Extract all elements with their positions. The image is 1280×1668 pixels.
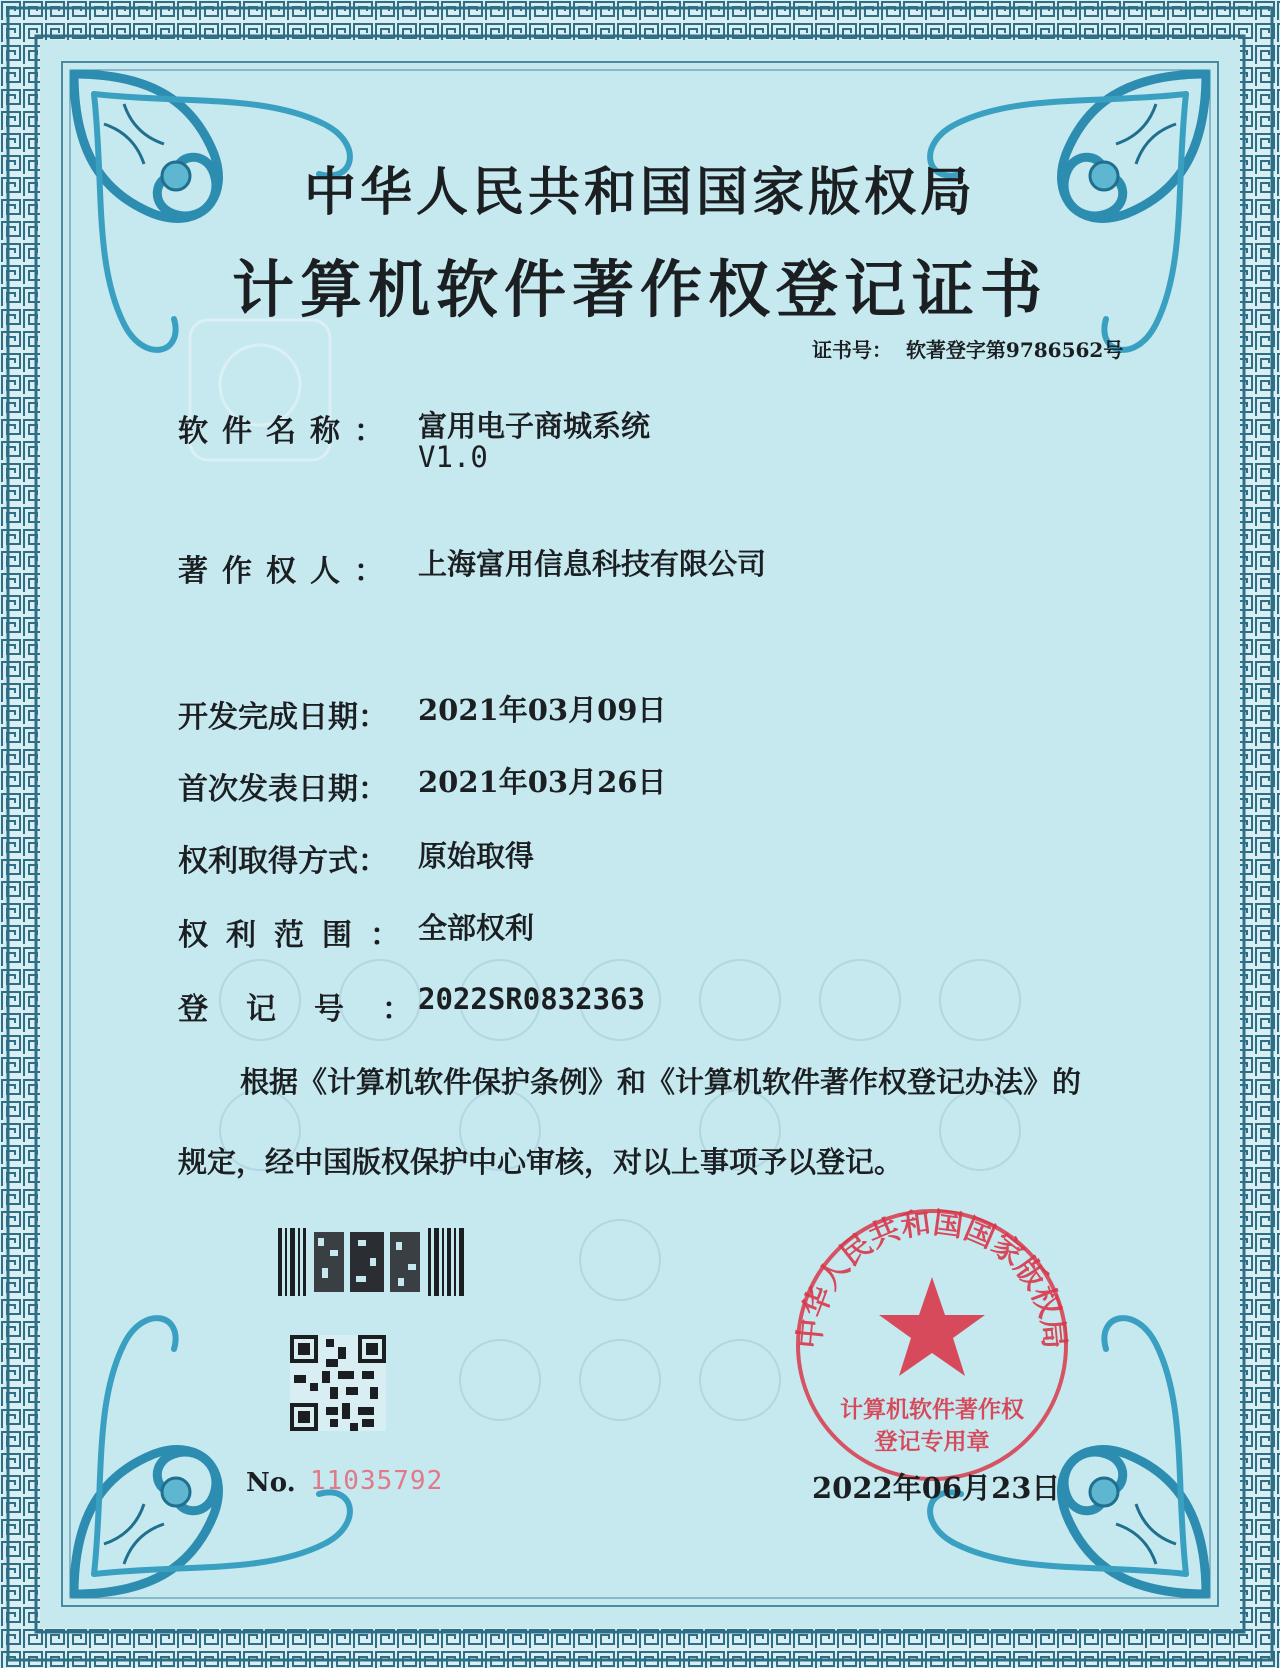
seal-inner-line-2: 登记专用章 bbox=[874, 1428, 990, 1455]
qr-code bbox=[290, 1335, 386, 1431]
owner-label: 著作权人： bbox=[178, 554, 398, 589]
certificate-number-label: 证书号： bbox=[812, 338, 892, 362]
reg-no-value: 2022SR0832363 bbox=[418, 982, 645, 1016]
seal-inner-line-1: 计算机软件著作权 bbox=[840, 1396, 1024, 1423]
issuing-authority: 中华人民共和国国家版权局 bbox=[303, 162, 976, 223]
pub-date-value: 2021年03月26日 bbox=[418, 765, 667, 799]
dev-date-value: 2021年03月09日 bbox=[418, 693, 667, 727]
software-name-label: 软件名称： bbox=[178, 414, 398, 449]
reg-no-label: 登记号： bbox=[178, 992, 450, 1027]
seal-outer-text: 中华人民共和国国家版权局 bbox=[792, 1205, 1072, 1351]
dev-date-label: 开发完成日期： bbox=[178, 700, 388, 735]
software-version: V1.0 bbox=[418, 440, 488, 474]
barcode bbox=[278, 1228, 466, 1296]
statement-line-1: 根据《计算机软件保护条例》和《计算机软件著作权登记办法》的 bbox=[240, 1065, 1082, 1099]
serial-number: 11035792 bbox=[310, 1466, 444, 1496]
official-seal bbox=[792, 1205, 1072, 1485]
certificate-number-value: 软著登字第9786562号 bbox=[905, 338, 1124, 362]
statement-line-2: 规定，经中国版权保护中心审核，对以上事项予以登记。 bbox=[178, 1145, 904, 1179]
owner-value: 上海富用信息科技有限公司 bbox=[418, 547, 767, 581]
pub-date-label: 首次发表日期： bbox=[178, 772, 388, 807]
certificate-title: 计算机软件著作权登记证书 bbox=[231, 253, 1048, 326]
serial-label: No. bbox=[246, 1468, 296, 1498]
certificate-number bbox=[812, 334, 1123, 363]
scope-value: 全部权利 bbox=[418, 911, 535, 945]
issue-date: 2022年06月23日 bbox=[812, 1471, 1061, 1505]
software-name-value: 富用电子商城系统 bbox=[418, 409, 651, 443]
seal-star bbox=[879, 1277, 985, 1376]
acquire-value: 原始取得 bbox=[418, 839, 535, 873]
scope-label: 权利范围： bbox=[178, 918, 418, 953]
acquire-label: 权利取得方式： bbox=[178, 844, 388, 879]
